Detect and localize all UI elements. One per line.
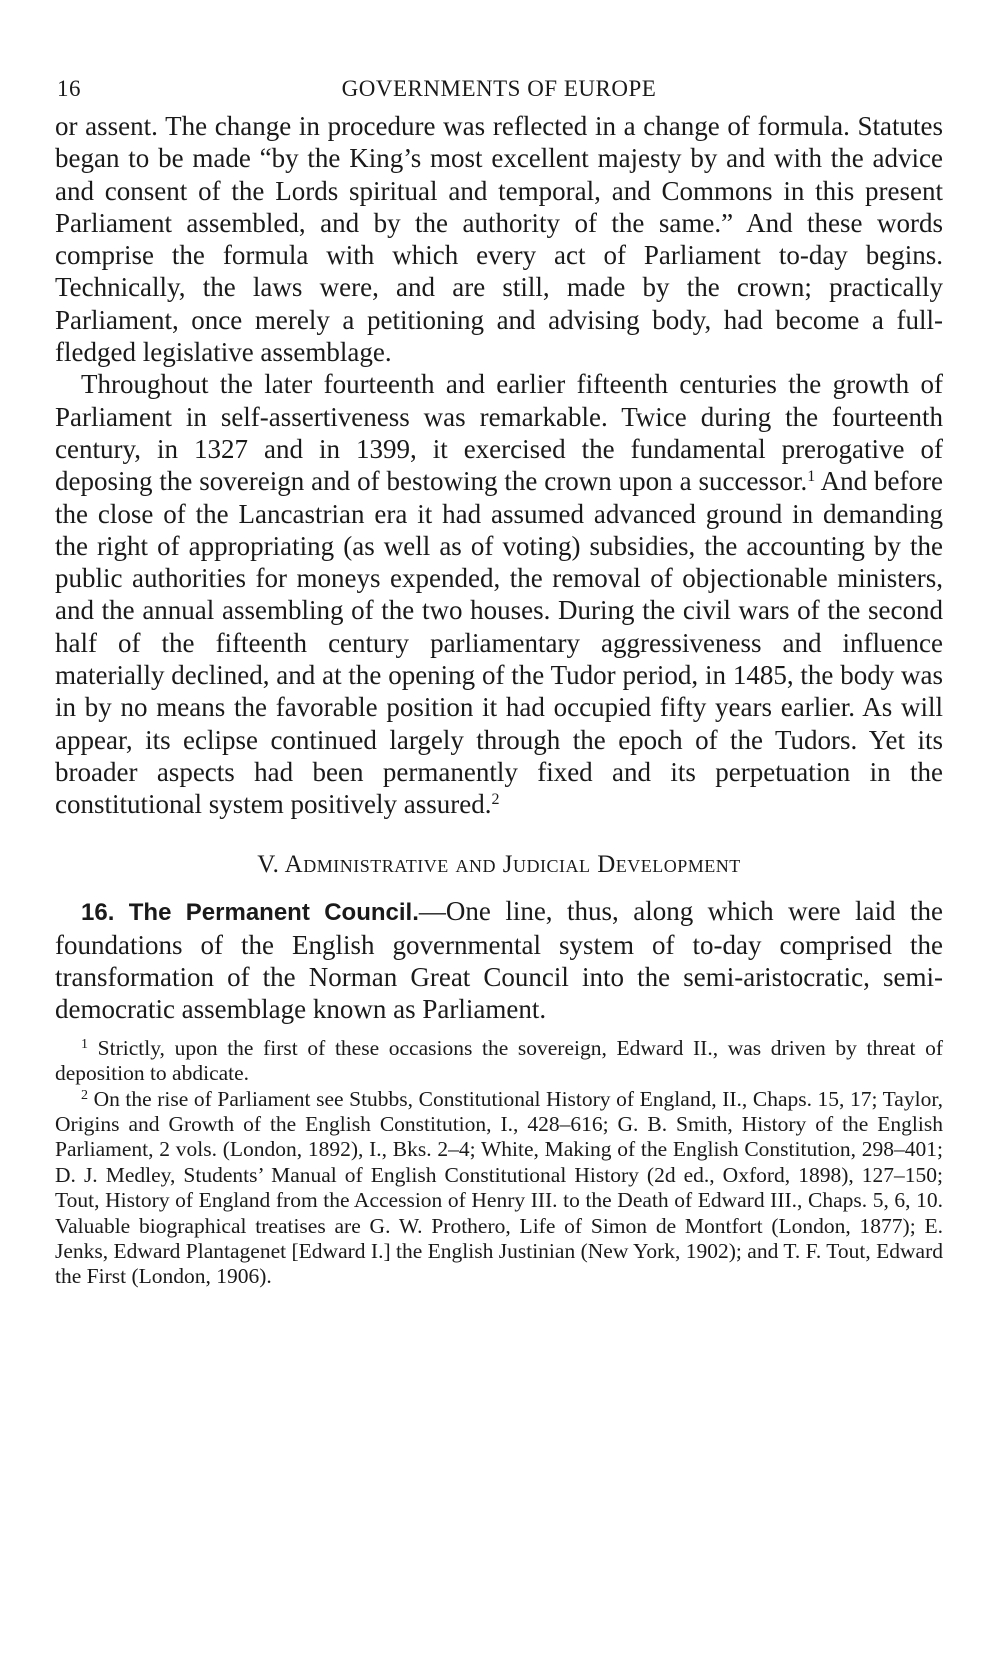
footnote-1-text: Strictly, upon the first of these occasions the sovereign, Edward II., was driven by threat of deposition to abdicate. <box>55 1035 943 1086</box>
section-heading: V. Administrative and Judicial Development <box>257 850 741 878</box>
book-page <box>55 70 943 1290</box>
running-title: GOVERNMENTS OF EUROPE <box>341 76 657 101</box>
footnotes <box>55 1036 943 1290</box>
footnote-ref-1[interactable]: 1 <box>807 468 816 486</box>
main-text <box>55 110 943 821</box>
footnote-2-text: On the rise of Parliament see Stubbs, Constitutional History of England, II., Chaps. 15, 17; Taylor, Origins and Growth of the English Constitution, I., 428–616; G. B. Smith, History of the English Parliament, 2 vols. (London, 1892), I., Bks. 2–4; White, Making of the English Constitution, 298–401; D. J. Medley, Students’ Manual of English Constitutional History (2d ed., Oxford, 1898), 127–150; Tout, History of England from the Accession of Henry III. to the Death of Edward III., Chaps. 5, 6, 10. Valuable biographical treatises are G. W. Prothero, Life of Simon de Montfort (London, 1877); E. Jenks, Edward Plantagenet [Edward I.] the English Justinian (New York, 1902); and T. F. Tout, Edward the First (London, 1906). <box>55 1086 943 1289</box>
footnote-1-mark: 1 <box>81 1036 88 1052</box>
subsection-paragraph <box>55 895 943 1026</box>
footnote-2 <box>55 1087 943 1290</box>
running-head <box>55 70 943 110</box>
paragraph-2-text-b: And before the close of the Lancastrian era it had assumed advanced ground in demanding the right of appropriating (as well as of voting) subsidies, the accounting by the public authorities for moneys expended, the removal of objectionable ministers, and the annual assembling of the two houses. During the civil wars of the second half of the fifteenth century parliamentary aggressiveness and influence materially declined, and at the opening of the Tudor period, in 1485, the body was in by no means the favorable position it had occupied fifty years earlier. As will appear, its eclipse continued largely through the epoch of the Tudors. Yet its broader aspects had been permanently fixed and its perpetuation in the constitutional system positively assured. <box>55 466 943 820</box>
subsection-title: 16. The Permanent Council. <box>81 898 419 926</box>
paragraph-1: or assent. The change in procedure was reflected in a change of formula. Statutes began to be made “by the King’s most excellent majesty by and with the advice and consent of the Lords spiritual and temporal, and Commons in this present Parliament assembled, and by the authority of the same.” And these words comprise the formula with which every act of Parliament to-day begins. Technically, the laws were, and are still, made by the crown; practically Parliament, once merely a petitioning and advising body, had become a full-fledged legislative assemblage. <box>55 111 943 368</box>
paragraph-2 <box>55 368 943 820</box>
footnote-1 <box>55 1036 943 1087</box>
subsection <box>55 895 943 1026</box>
footnote-2-mark: 2 <box>81 1087 88 1103</box>
page-number: 16 <box>57 76 81 101</box>
subsection-text: —One line, thus, along which were laid the foundations of the English governmental system of to-day comprised the transformation of the Norman Great Council into the semi-aristocratic, semi-democratic assemblage known as Parliament. <box>55 895 943 1025</box>
footnote-ref-2[interactable]: 2 <box>491 791 500 809</box>
paragraph-2-text-a: Throughout the later fourteenth and earlier fifteenth centuries the growth of Parliament in self-assertiveness was remarkable. Twice during the fourteenth century, in 1327 and in 1399, it exercised the fundamental prerogative of deposing the sovereign and of bestowing the crown upon a successor. <box>55 369 943 497</box>
